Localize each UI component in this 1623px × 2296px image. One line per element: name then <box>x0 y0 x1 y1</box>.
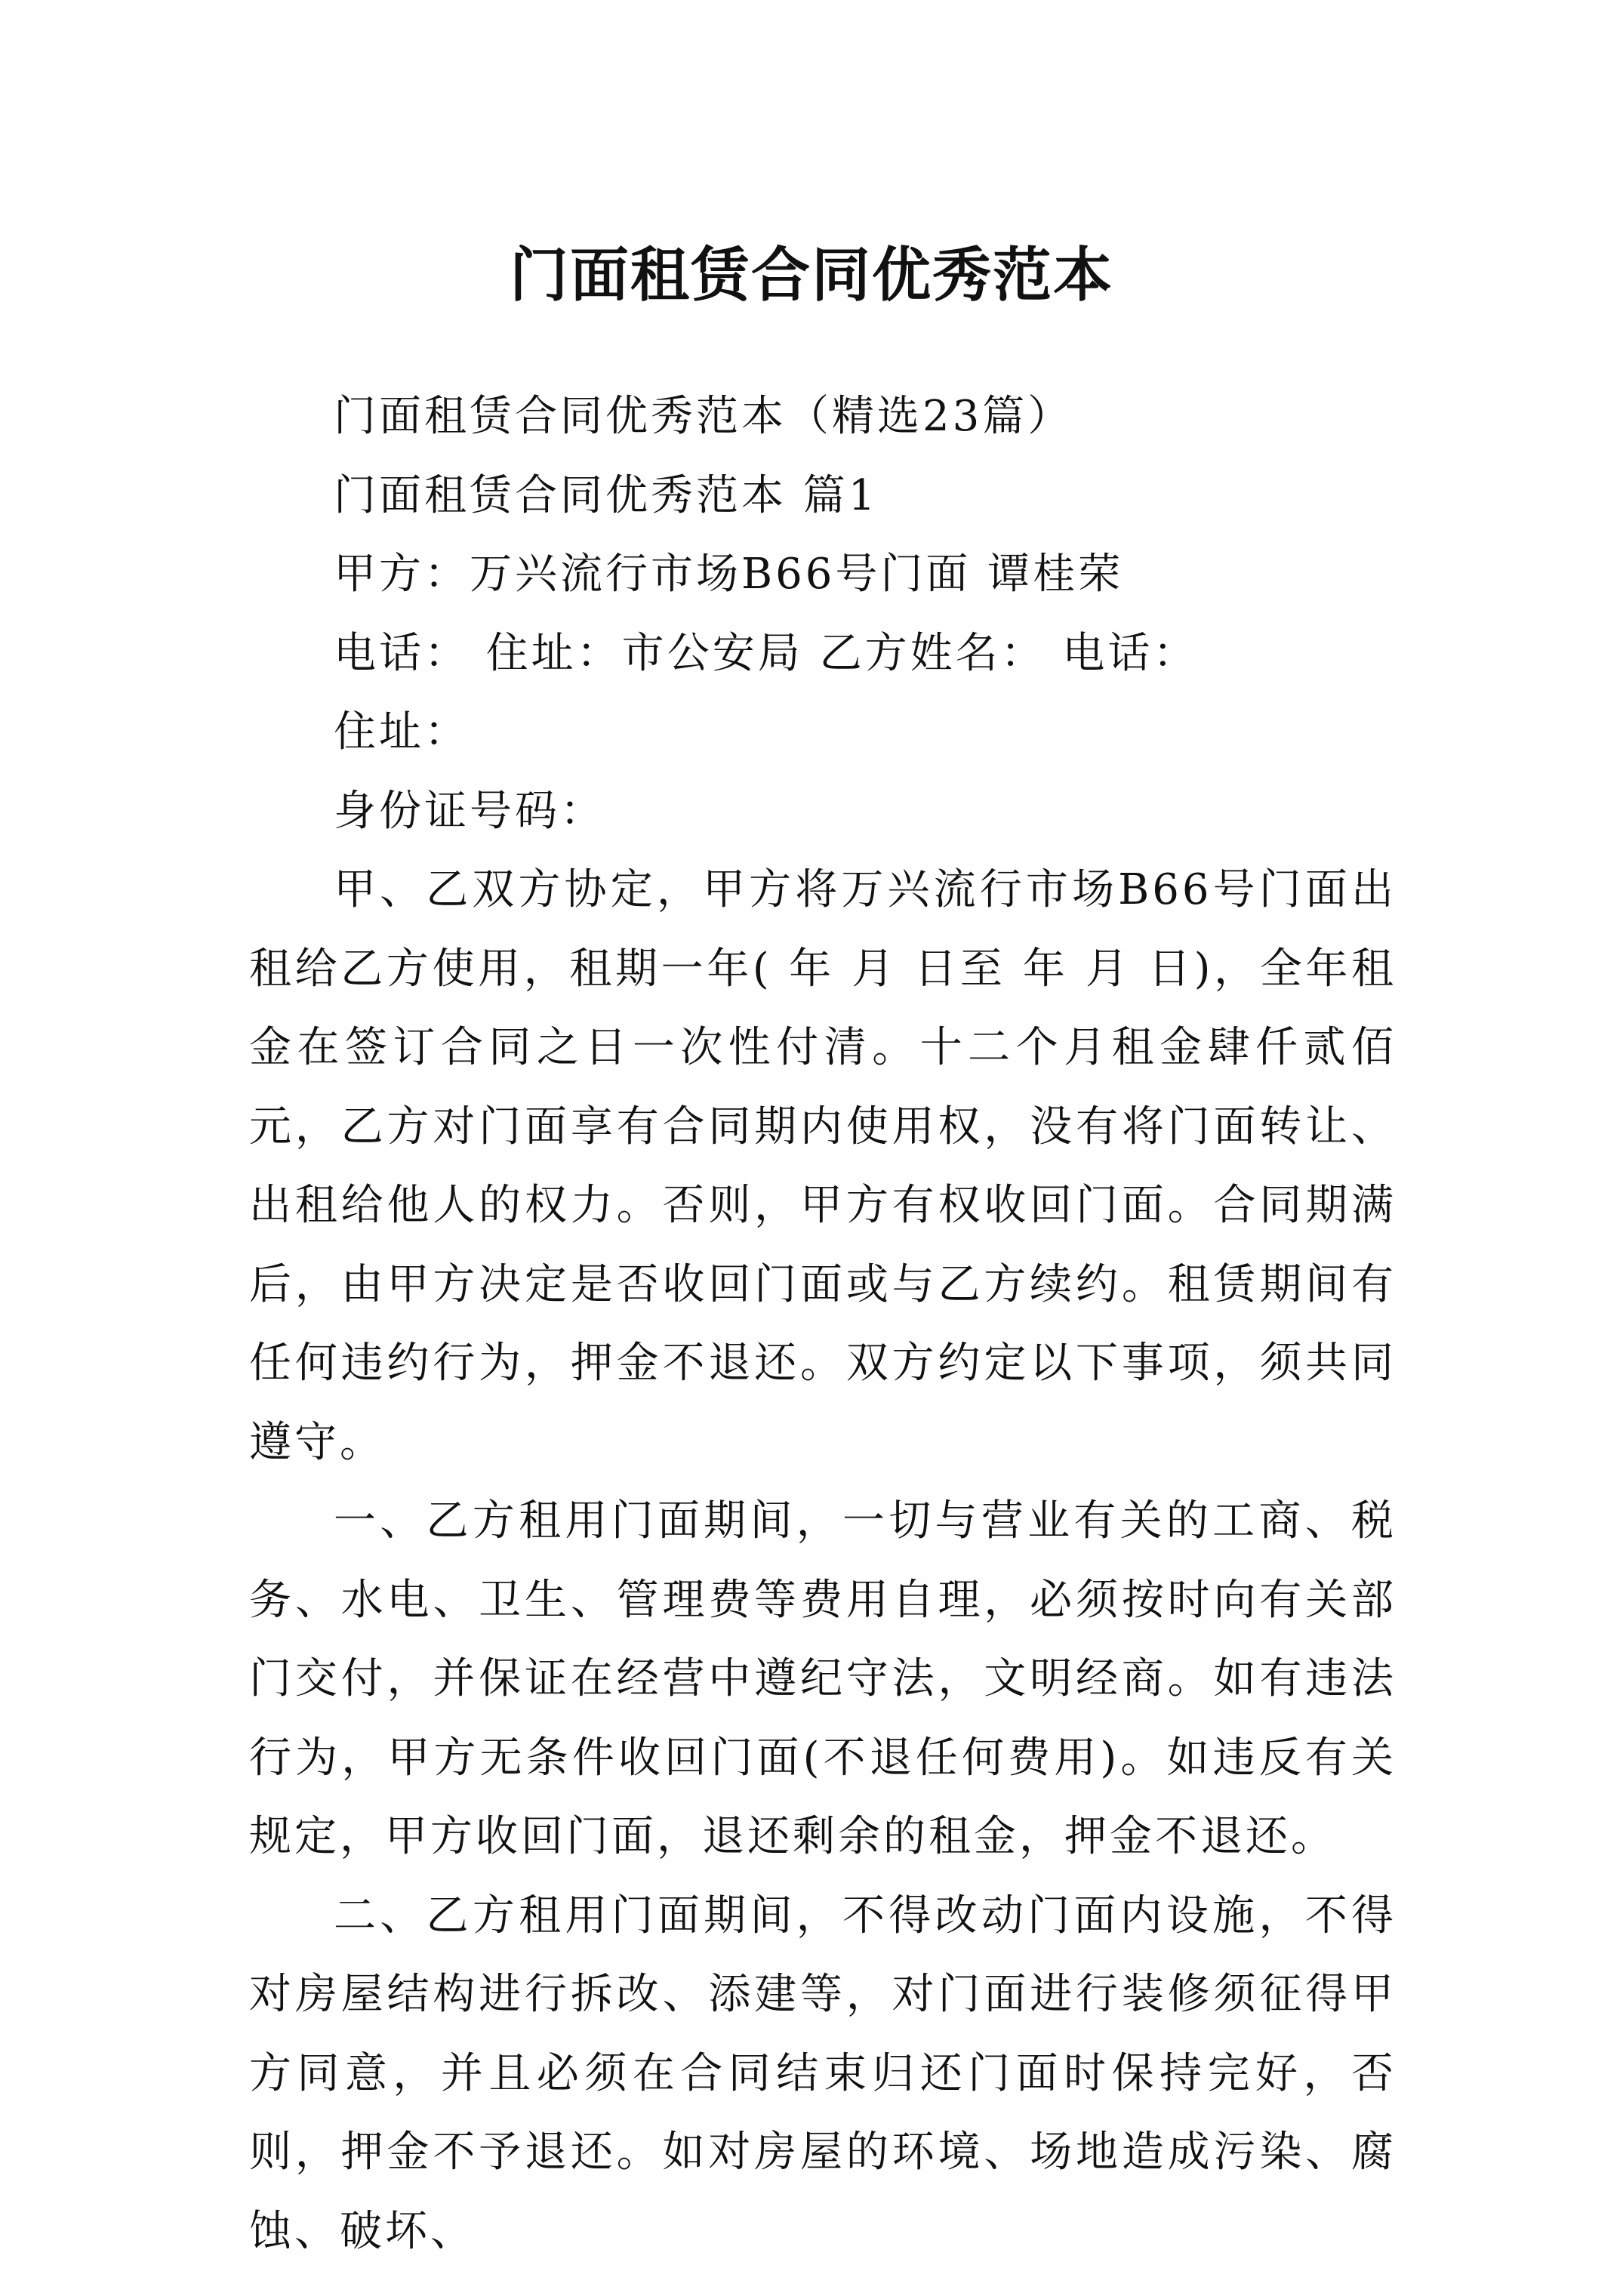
document-title: 门面租赁合同优秀范本 <box>509 241 1113 310</box>
paragraph-address: 住址： <box>334 707 470 757</box>
paragraph-clause-1: 一、乙方租用门面期间，一切与营业有关的工商、税务、水电、卫生、管理费等费用自理，必须按时向有关部门交付，并保证在经营中遵纪守法，文明经商。如有违法行为，甲方无条件收回门面(不退任何费用)。如违反有关规定，甲方收回门面，退还剩余的租金，押金不退还。 <box>249 1496 1397 1861</box>
paragraph-contact: 电话： 住址：市公安局 乙方姓名： 电话： <box>334 628 1199 678</box>
paragraph-heading: 门面租赁合同优秀范本（精选23篇） <box>334 392 1073 441</box>
paragraph-section-title: 门面租赁合同优秀范本 篇1 <box>334 470 879 520</box>
paragraph-id-number: 身份证号码： <box>334 786 605 836</box>
paragraph-clause-2: 二、乙方租用门面期间，不得改动门面内设施，不得对房屋结构进行拆改、添建等，对门面进行装修须征得甲方同意，并且必须在合同结束归还门面时保持完好，否则，押金不予退还。如对房屋的环境、场地造成污染、腐蚀、破坏、 <box>249 1891 1397 2256</box>
paragraph-party-a: 甲方：万兴流行市场B66号门面 谭桂荣 <box>334 550 1124 599</box>
document-body <box>249 378 1397 2271</box>
paragraph-agreement: 甲、乙双方协定，甲方将万兴流行市场B66号门面出租给乙方使用，租期一年( 年 月 日至 年 月 日)，全年租金在签订合同之日一次性付清。十二个月租金肆仟贰佰元，乙方对门面享有合同期内使用权，没有将门面转让、出租给他人的权力。否则，甲方有权收回门面。合同期满后，由甲方决定是否收回门面或与乙方续约。租赁期间有任何违约行为，押金不退还。双方约定以下事项，须共同遵守。 <box>249 865 1397 1467</box>
